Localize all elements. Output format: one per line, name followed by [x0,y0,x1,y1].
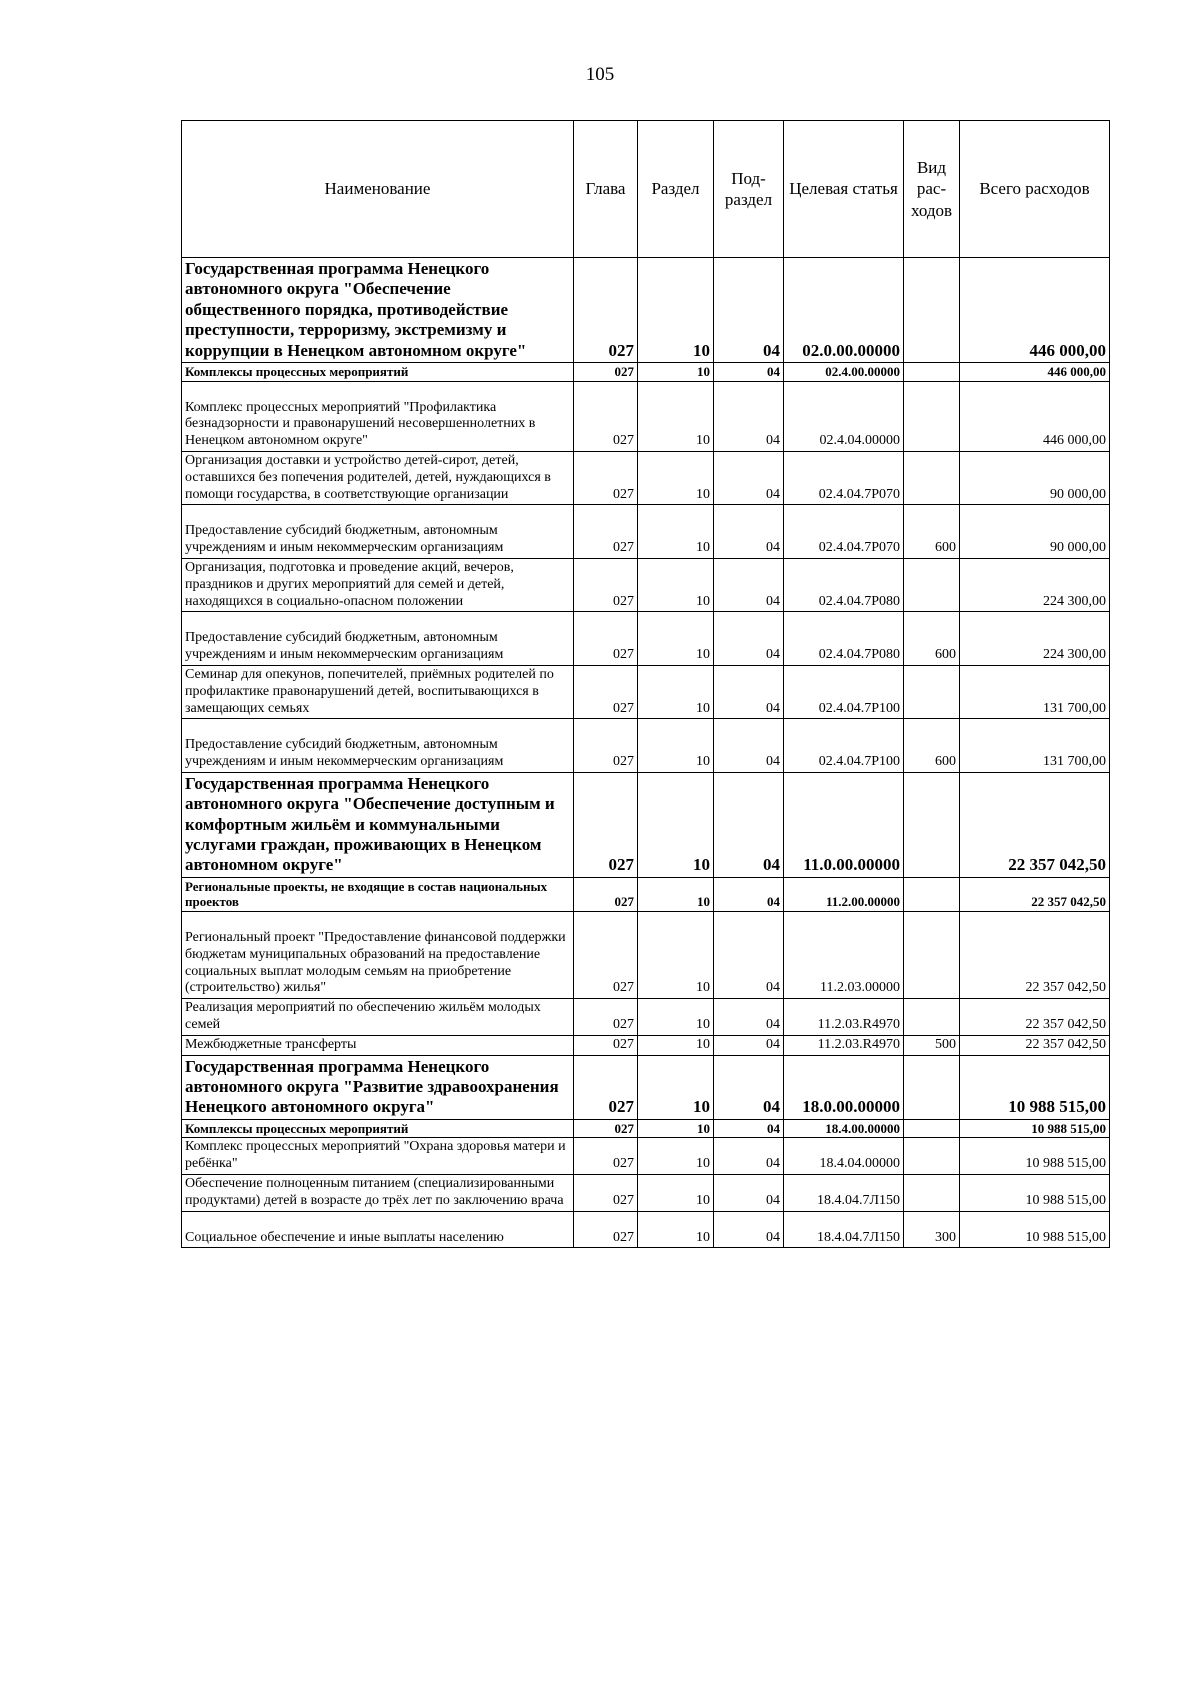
cell-expense-type: 600 [904,719,960,773]
table-row [182,999,1110,1036]
cell-target-article: 18.4.04.7Л150 [784,1211,904,1248]
cell-chapter: 027 [574,1138,638,1175]
cell-section: 10 [638,1138,714,1175]
cell-target-article: 11.2.03.R4970 [784,999,904,1036]
cell-subsection: 04 [714,1055,784,1119]
cell-subsection: 04 [714,772,784,877]
cell-chapter: 027 [574,665,638,718]
cell-name: Государственная программа Ненецкого автономного округа "Обеспечение общественного порядка, противодействие преступности, терроризму, экстремизму и коррупции в Ненецком автономном округе" [182,258,574,363]
cell-expense-type [904,451,960,504]
cell-total: 131 700,00 [960,719,1110,773]
cell-subsection: 04 [714,1119,784,1138]
cell-target-article: 02.4.04.7Р100 [784,665,904,718]
cell-target-article: 18.0.00.00000 [784,1055,904,1119]
cell-total: 131 700,00 [960,665,1110,718]
cell-name: Социальное обеспечение и иные выплаты населению [182,1211,574,1248]
header-chapter: Глава [574,121,638,258]
cell-expense-type [904,999,960,1036]
table-row [182,719,1110,773]
cell-total: 22 357 042,50 [960,912,1110,999]
table-row [182,1138,1110,1175]
cell-subsection: 04 [714,1138,784,1175]
cell-target-article: 11.2.00.00000 [784,877,904,911]
cell-expense-type [904,772,960,877]
cell-section: 10 [638,772,714,877]
header-target-article: Целевая статья [784,121,904,258]
cell-name: Региональные проекты, не входящие в состав национальных проектов [182,877,574,911]
cell-expense-type: 600 [904,612,960,666]
cell-subsection: 04 [714,999,784,1036]
cell-total: 10 988 515,00 [960,1174,1110,1211]
cell-target-article: 02.4.04.7Р080 [784,558,904,611]
cell-total: 224 300,00 [960,612,1110,666]
cell-name: Предоставление субсидий бюджетным, автономным учреждениям и иным некоммерческим организациям [182,505,574,559]
cell-section: 10 [638,1119,714,1138]
cell-expense-type [904,362,960,381]
cell-section: 10 [638,1055,714,1119]
cell-chapter: 027 [574,1174,638,1211]
cell-total: 90 000,00 [960,451,1110,504]
header-section: Раздел [638,121,714,258]
cell-chapter: 027 [574,505,638,559]
cell-section: 10 [638,877,714,911]
cell-chapter: 027 [574,877,638,911]
table-row [182,1211,1110,1248]
cell-name: Государственная программа Ненецкого автономного округа "Развитие здравоохранения Ненецкого автономного округа" [182,1055,574,1119]
cell-section: 10 [638,612,714,666]
cell-section: 10 [638,258,714,363]
cell-total: 22 357 042,50 [960,877,1110,911]
cell-name: Государственная программа Ненецкого автономного округа "Обеспечение доступным и комфортным жильём и коммунальными услугами граждан, проживающих в Ненецком автономном округе" [182,772,574,877]
cell-section: 10 [638,1211,714,1248]
cell-chapter: 027 [574,719,638,773]
cell-target-article: 02.4.04.00000 [784,381,904,451]
cell-total: 446 000,00 [960,362,1110,381]
cell-target-article: 02.4.04.7Р100 [784,719,904,773]
table-row [182,558,1110,611]
cell-subsection: 04 [714,362,784,381]
cell-expense-type [904,1174,960,1211]
cell-name: Комплексы процессных мероприятий [182,1119,574,1138]
cell-subsection: 04 [714,505,784,559]
cell-chapter: 027 [574,1119,638,1138]
cell-chapter: 027 [574,612,638,666]
cell-target-article: 11.2.03.00000 [784,912,904,999]
cell-chapter: 027 [574,258,638,363]
cell-section: 10 [638,1174,714,1211]
table-row [182,772,1110,877]
table-header-row [182,121,1110,258]
cell-target-article: 02.4.00.00000 [784,362,904,381]
cell-expense-type [904,665,960,718]
cell-section: 10 [638,719,714,773]
table-row [182,258,1110,363]
cell-subsection: 04 [714,665,784,718]
cell-expense-type [904,258,960,363]
cell-name: Предоставление субсидий бюджетным, автономным учреждениям и иным некоммерческим организациям [182,719,574,773]
cell-total: 22 357 042,50 [960,772,1110,877]
cell-total: 22 357 042,50 [960,1035,1110,1055]
cell-chapter: 027 [574,912,638,999]
cell-chapter: 027 [574,1211,638,1248]
cell-subsection: 04 [714,381,784,451]
cell-target-article: 02.4.04.7Р070 [784,505,904,559]
cell-expense-type [904,558,960,611]
table-row [182,665,1110,718]
table-row [182,912,1110,999]
cell-section: 10 [638,381,714,451]
cell-total: 10 988 515,00 [960,1211,1110,1248]
cell-subsection: 04 [714,451,784,504]
cell-name: Комплекс процессных мероприятий "Профилактика безнадзорности и правонарушений несовершеннолетних в Ненецком автономном округе" [182,381,574,451]
table-row [182,1174,1110,1211]
table-row [182,1055,1110,1119]
cell-expense-type [904,1055,960,1119]
cell-section: 10 [638,362,714,381]
cell-chapter: 027 [574,381,638,451]
cell-expense-type: 300 [904,1211,960,1248]
cell-subsection: 04 [714,558,784,611]
table-row [182,505,1110,559]
cell-name: Предоставление субсидий бюджетным, автономным учреждениям и иным некоммерческим организациям [182,612,574,666]
cell-total: 90 000,00 [960,505,1110,559]
cell-total: 446 000,00 [960,258,1110,363]
cell-chapter: 027 [574,558,638,611]
header-total: Всего расходов [960,121,1110,258]
page-number: 105 [585,64,615,85]
cell-name: Комплекс процессных мероприятий "Охрана здоровья матери и ребёнка" [182,1138,574,1175]
cell-section: 10 [638,912,714,999]
cell-target-article: 18.4.04.7Л150 [784,1174,904,1211]
cell-subsection: 04 [714,1035,784,1055]
cell-subsection: 04 [714,612,784,666]
cell-section: 10 [638,1035,714,1055]
cell-expense-type [904,1119,960,1138]
cell-expense-type [904,912,960,999]
cell-target-article: 18.4.00.00000 [784,1119,904,1138]
cell-section: 10 [638,999,714,1036]
cell-name: Организация, подготовка и проведение акций, вечеров, праздников и других мероприятий для семей и детей, находящихся в социально-опасном положении [182,558,574,611]
table-row [182,451,1110,504]
cell-total: 10 988 515,00 [960,1119,1110,1138]
cell-section: 10 [638,558,714,611]
header-name: Наименование [182,121,574,258]
cell-expense-type [904,381,960,451]
cell-subsection: 04 [714,258,784,363]
cell-target-article: 02.4.04.7Р070 [784,451,904,504]
cell-section: 10 [638,665,714,718]
cell-name: Обеспечение полноценным питанием (специализированными продуктами) детей в возрасте до трёх лет по заключению врача [182,1174,574,1211]
cell-subsection: 04 [714,719,784,773]
budget-table [181,120,1110,1248]
table-row [182,1035,1110,1055]
cell-chapter: 027 [574,362,638,381]
cell-target-article: 11.0.00.00000 [784,772,904,877]
table-body [182,258,1110,1248]
cell-subsection: 04 [714,1174,784,1211]
table-row [182,1119,1110,1138]
table-row [182,877,1110,911]
header-expense-type: Вид рас-ходов [904,121,960,258]
cell-name: Организация доставки и устройство детей-сирот, детей, оставшихся без попечения родителей, детей, нуждающихся в помощи государства, в соответствующие организации [182,451,574,504]
cell-subsection: 04 [714,877,784,911]
cell-chapter: 027 [574,772,638,877]
cell-expense-type [904,877,960,911]
cell-total: 22 357 042,50 [960,999,1110,1036]
table-row [182,381,1110,451]
cell-expense-type: 500 [904,1035,960,1055]
cell-name: Межбюджетные трансферты [182,1035,574,1055]
cell-target-article: 02.4.04.7Р080 [784,612,904,666]
cell-expense-type: 600 [904,505,960,559]
cell-name: Семинар для опекунов, попечителей, приёмных родителей по профилактике правонарушений детей, воспитывающихся в замещающих семьях [182,665,574,718]
cell-target-article: 18.4.04.00000 [784,1138,904,1175]
cell-total: 446 000,00 [960,381,1110,451]
header-subsection: Под-раздел [714,121,784,258]
table-row [182,612,1110,666]
cell-total: 10 988 515,00 [960,1138,1110,1175]
cell-name: Комплексы процессных мероприятий [182,362,574,381]
cell-section: 10 [638,451,714,504]
cell-target-article: 11.2.03.R4970 [784,1035,904,1055]
cell-subsection: 04 [714,912,784,999]
cell-chapter: 027 [574,1035,638,1055]
cell-chapter: 027 [574,999,638,1036]
cell-target-article: 02.0.00.00000 [784,258,904,363]
cell-subsection: 04 [714,1211,784,1248]
table-row [182,362,1110,381]
cell-chapter: 027 [574,1055,638,1119]
cell-expense-type [904,1138,960,1175]
cell-total: 10 988 515,00 [960,1055,1110,1119]
cell-total: 224 300,00 [960,558,1110,611]
cell-section: 10 [638,505,714,559]
cell-name: Региональный проект "Предоставление финансовой поддержки бюджетам муниципальных образований на предоставление социальных выплат молодым семьям на приобретение (строительство) жилья" [182,912,574,999]
cell-name: Реализация мероприятий по обеспечению жильём молодых семей [182,999,574,1036]
cell-chapter: 027 [574,451,638,504]
